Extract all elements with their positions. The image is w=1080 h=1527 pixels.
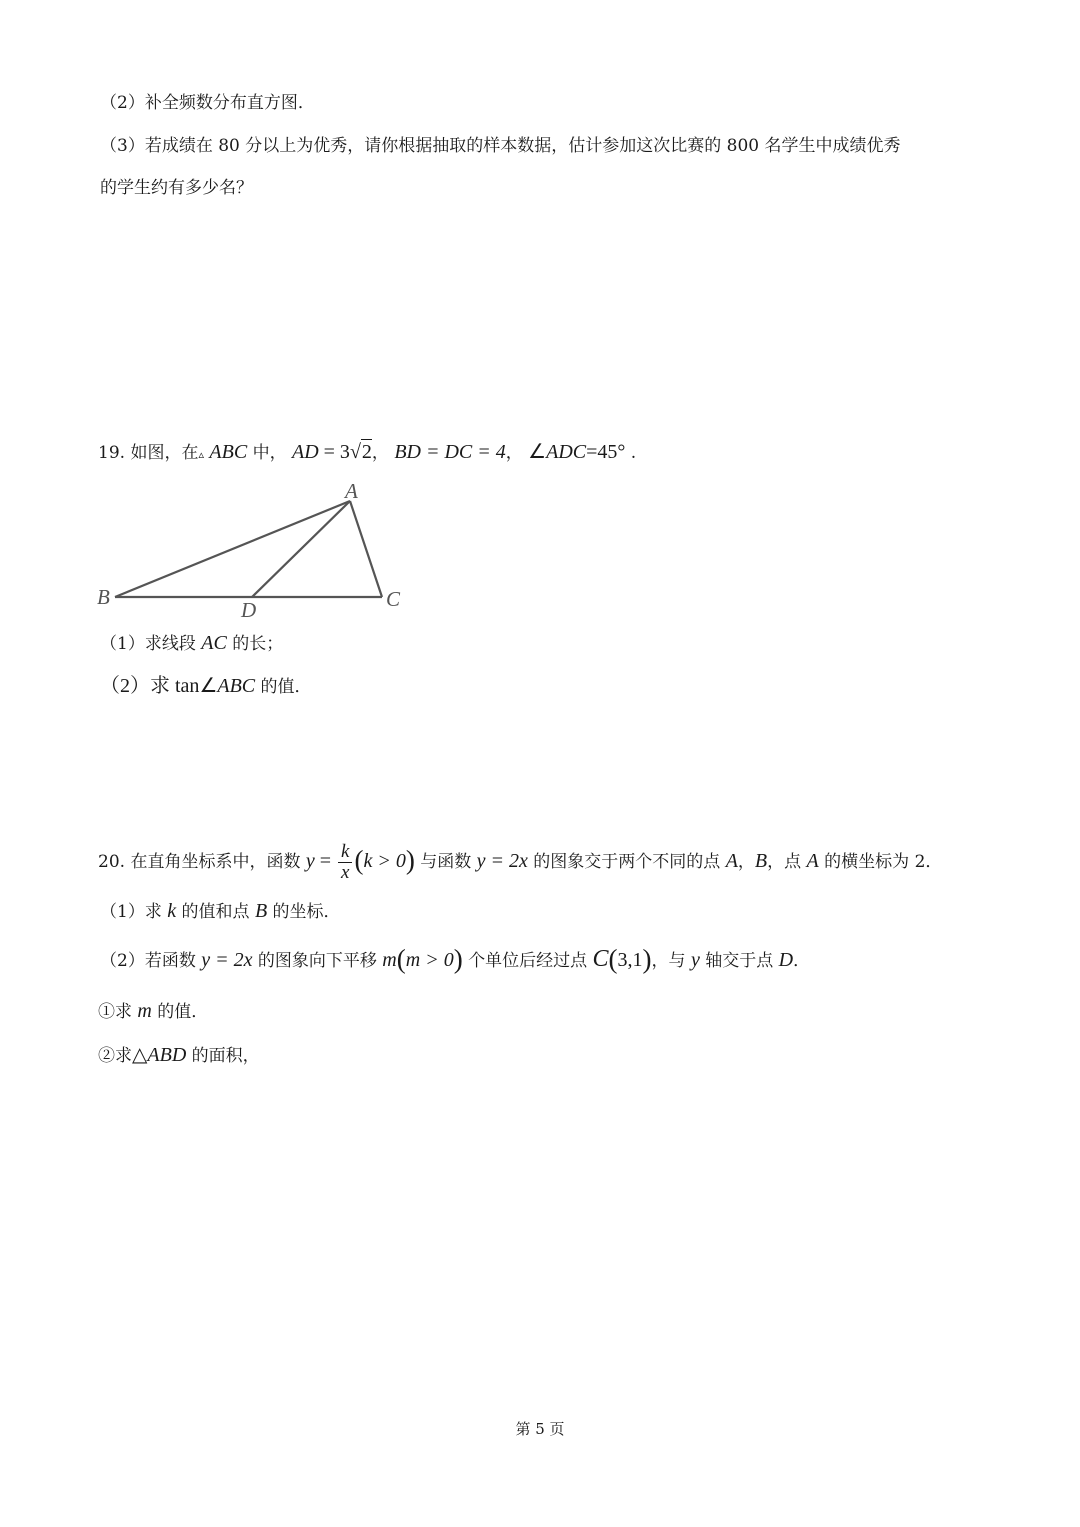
triangle-figure	[95, 478, 415, 623]
q19-part2: （2）求 tan∠ABC 的值．	[100, 675, 312, 697]
q18-part3-line1: （3）若成绩在 80 分以上为优秀，请你根据抽取的样本数据，估计参加这次比赛的 800 名学生中成绩优秀	[100, 136, 901, 156]
segment-ba	[115, 501, 350, 597]
q20-sub1: ①求 m 的值．	[98, 1000, 209, 1022]
q20-statement: 20. 在直角坐标系中，函数 y = $\frac{k}{x}$ (k > 0) 与函数 y = 2x 的图象交于两个不同的点 A，B，点 A 的横坐标为 2．	[98, 841, 943, 883]
page-number: 第 5 页	[515, 1420, 565, 1438]
q18-part3-line2: 的学生约有多少名？	[100, 178, 253, 198]
label-d: D	[241, 598, 257, 622]
q20-part1: （1）求 k 的值和点 B 的坐标．	[100, 900, 341, 922]
q19-statement: 19. 如图，在▵ ABC 中， AD = 3√2， BD = DC = 4， ∠ADC=45° .	[98, 441, 637, 463]
segment-ac	[350, 501, 382, 597]
fraction-k-over-x: $\frac{k}{x}$	[338, 842, 352, 883]
q19-part1: （1）求线段 AC 的长；	[100, 632, 284, 654]
label-a: A	[345, 479, 358, 503]
q20-part2: （2）若函数 y = 2x 的图象向下平移 m(m > 0) 个单位后经过点 C(3,1)，与 y 轴交于点 D．	[100, 944, 811, 974]
label-c: C	[386, 587, 401, 611]
q20-sub2: ②求△ABD 的面积，	[98, 1044, 260, 1066]
segment-ad	[252, 501, 350, 597]
q18-part2: （2）补全频数分布直方图．	[100, 93, 315, 113]
label-b: B	[97, 585, 110, 609]
